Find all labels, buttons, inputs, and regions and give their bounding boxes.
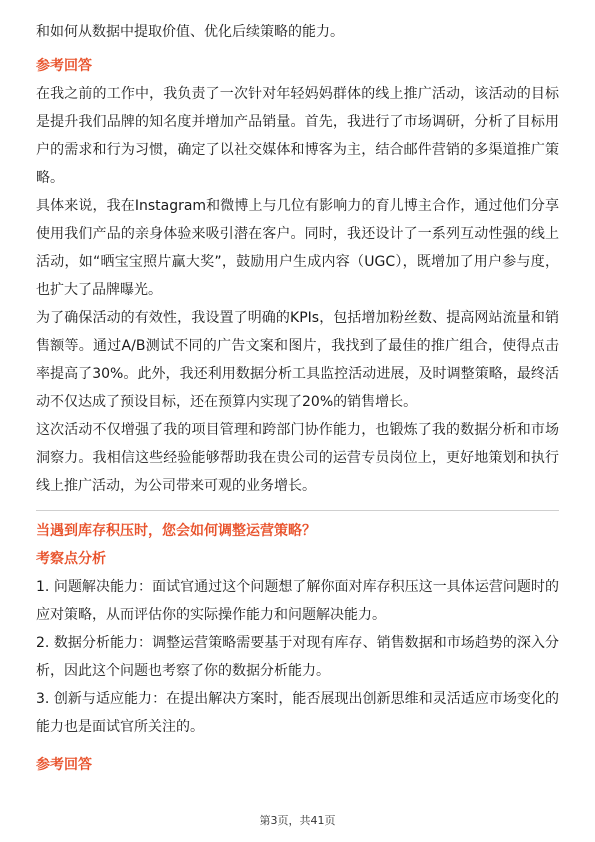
continued-paragraph: 和如何从数据中提取价值、优化后续策略的能力。 bbox=[36, 24, 344, 40]
analysis-item: 2. 数据分析能力：调整运营策略需要基于对现有库存、销售数据和市场趋势的深入分析，因此这个问题也考察了你的数据分析能力。 bbox=[36, 635, 559, 679]
analysis-item: 3. 创新与适应能力：在提出解决方案时，能否展现出创新思维和灵活适应市场变化的能力也是面试官所关注的。 bbox=[36, 691, 559, 735]
page-number: 第3页，共41页 bbox=[259, 814, 336, 827]
answer-paragraph: 为了确保活动的有效性，我设置了明确的KPIs，包括增加粉丝数、提高网站流量和销售额等。通过A/B测试不同的广告文案和图片，我找到了最佳的推广组合，使得点击率提高了30%。此外，我还利用数据分析工具监控活动进展，及时调整策略，最终活动不仅达成了预设目标，还在预算内实现了20%的销售增长。 bbox=[36, 310, 559, 410]
answer-paragraph: 在我之前的工作中，我负责了一次针对年轻妈妈群体的线上推广活动，该活动的目标是提升我们品牌的知名度并增加产品销量。首先，我进行了市场调研，分析了目标用户的需求和行为习惯，确定了以社交媒体和博客为主，结合邮件营销的多渠道推广策略。 bbox=[36, 86, 559, 186]
answer-paragraph: 具体来说，我在Instagram和微博上与几位有影响力的育儿博主合作，通过他们分享使用我们产品的亲身体验来吸引潜在客户。同时，我还设计了一系列互动性强的线上活动，如“晒宝宝照片赢大奖”，鼓励用户生成内容（UGC），既增加了用户参与度，也扩大了品牌曝光。 bbox=[36, 198, 559, 298]
page-content bbox=[36, 0, 559, 779]
section-divider bbox=[36, 510, 559, 511]
reference-answer-heading: 参考回答 bbox=[36, 58, 92, 74]
reference-answer-heading: 参考回答 bbox=[36, 757, 92, 773]
answer-paragraph: 这次活动不仅增强了我的项目管理和跨部门协作能力，也锻炼了我的数据分析和市场洞察力。我相信这些经验能够帮助我在贵公司的运营专员岗位上，更好地策划和执行线上推广活动，为公司带来可观的业务增长。 bbox=[36, 422, 559, 494]
question-heading: 当遇到库存积压时，您会如何调整运营策略？ bbox=[36, 523, 316, 539]
analysis-heading: 考察点分析 bbox=[36, 551, 106, 567]
analysis-item: 1. 问题解决能力：面试官通过这个问题想了解你面对库存积压这一具体运营问题时的应对策略，从而评估你的实际操作能力和问题解决能力。 bbox=[36, 579, 559, 623]
